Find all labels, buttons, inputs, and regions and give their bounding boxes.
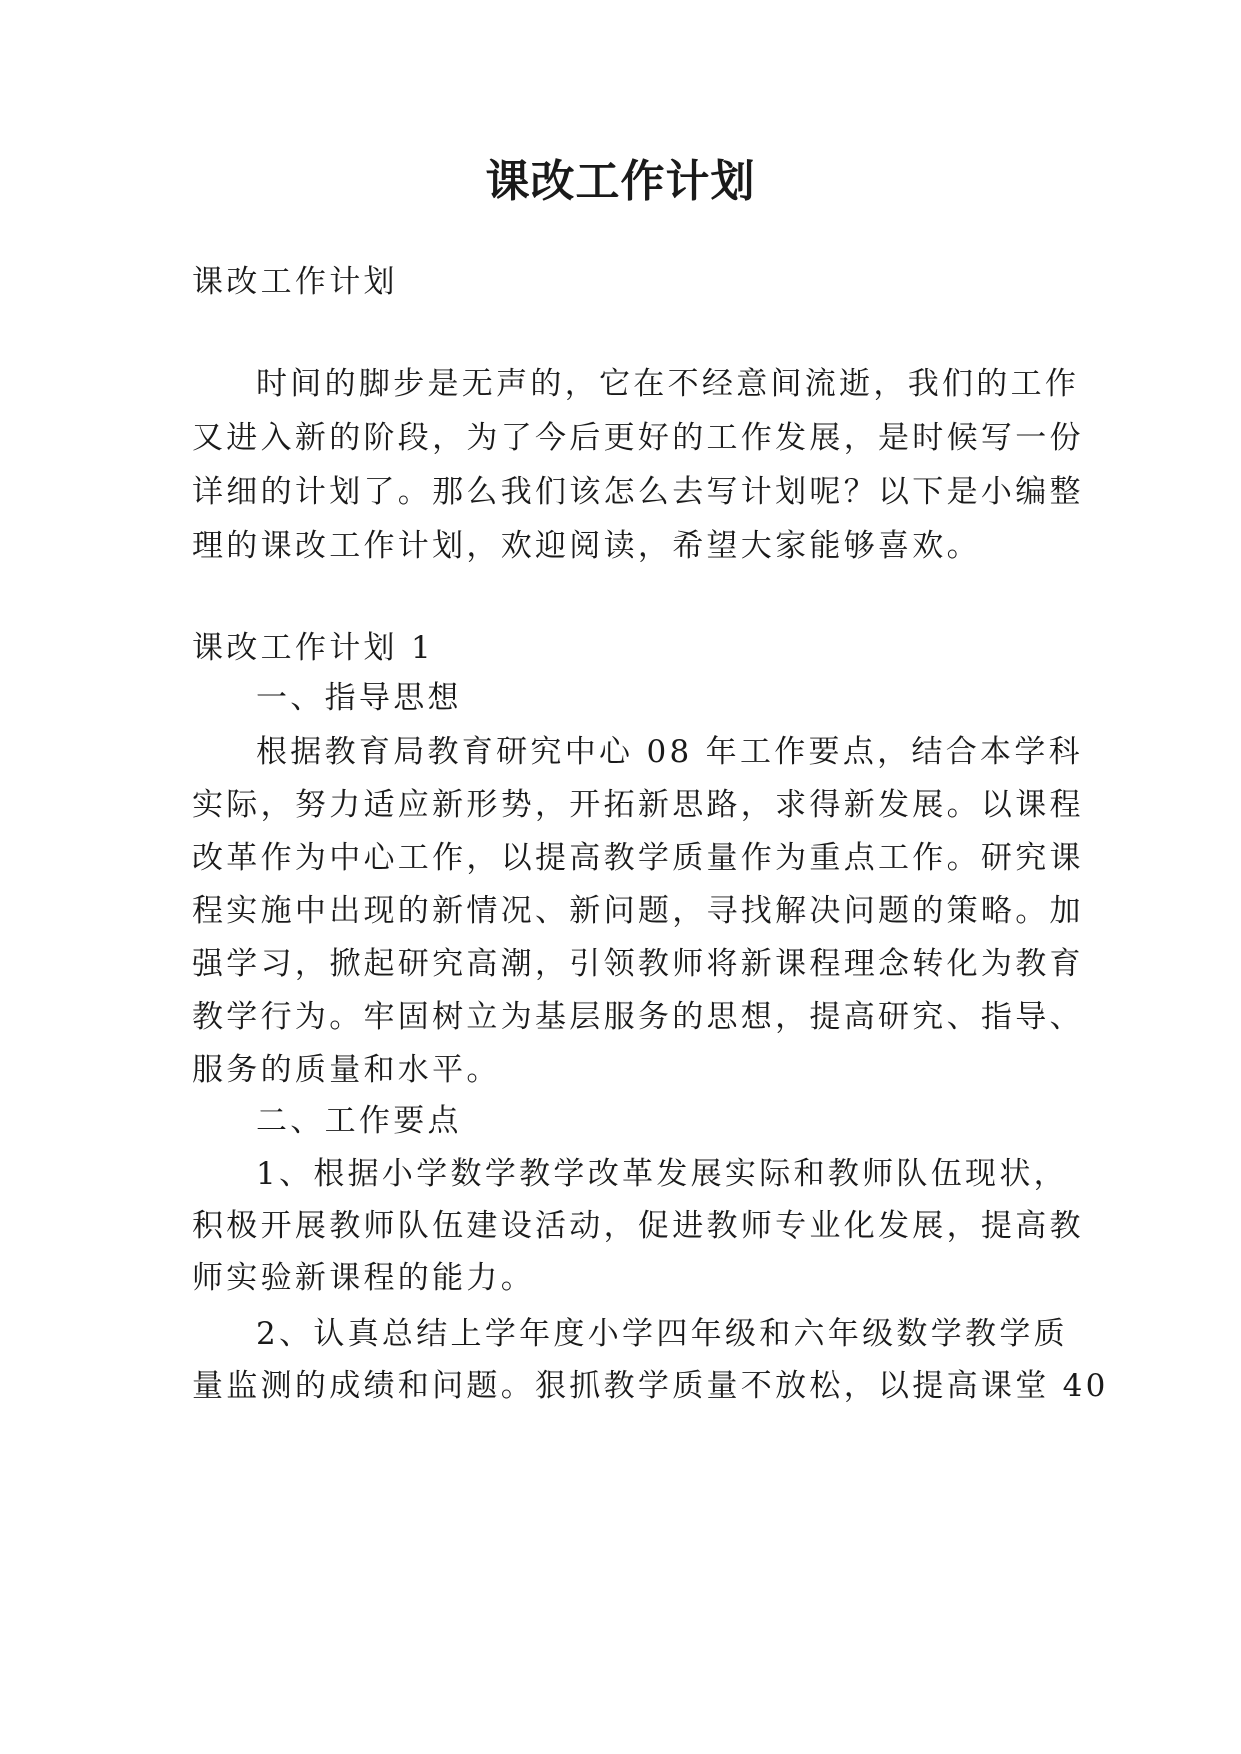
paragraph-line: 2、认真总结上学年度小学四年级和六年级数学教学质 (256, 1316, 1068, 1352)
paragraph-line: 教学行为。牢固树立为基层服务的思想，提高研究、指导、 (192, 999, 1084, 1035)
paragraph-line: 改革作为中心工作，以提高教学质量作为重点工作。研究课 (192, 840, 1084, 876)
paragraph-line: 量监测的成绩和问题。狠抓教学质量不放松，以提高课堂 40 (192, 1368, 1109, 1404)
paragraph-line: 程实施中出现的新情况、新问题，寻找解决问题的策略。加 (192, 893, 1084, 929)
paragraph-line: 师实验新课程的能力。 (192, 1260, 535, 1296)
paragraph-line: 服务的质量和水平。 (192, 1052, 501, 1088)
intro-line: 详细的计划了。那么我们该怎么去写计划呢？以下是小编整 (192, 474, 1084, 510)
paragraph-line: 根据教育局教育研究中心 08 年工作要点，结合本学科 (256, 734, 1083, 770)
intro-line: 时间的脚步是无声的，它在不经意间流逝，我们的工作 (256, 366, 1080, 402)
document-title: 课改工作计划 (485, 156, 756, 207)
paragraph-line: 实际，努力适应新形势，开拓新思路，求得新发展。以课程 (192, 787, 1084, 823)
subsection-heading: 二、工作要点 (256, 1103, 462, 1139)
subtitle-line: 课改工作计划 (192, 264, 398, 300)
subsection-heading: 一、指导思想 (256, 680, 462, 716)
paragraph-line: 1、根据小学数学教学改革发展实际和教师队伍现状， (256, 1156, 1068, 1192)
intro-line: 又进入新的阶段，为了今后更好的工作发展，是时候写一份 (192, 420, 1084, 456)
paragraph-line: 积极开展教师队伍建设活动，促进教师专业化发展，提高教 (192, 1208, 1084, 1244)
paragraph-line: 强学习，掀起研究高潮，引领教师将新课程理念转化为教育 (192, 946, 1084, 982)
intro-line: 理的课改工作计划，欢迎阅读，希望大家能够喜欢。 (192, 528, 981, 564)
section-heading: 课改工作计划 1 (192, 630, 434, 666)
